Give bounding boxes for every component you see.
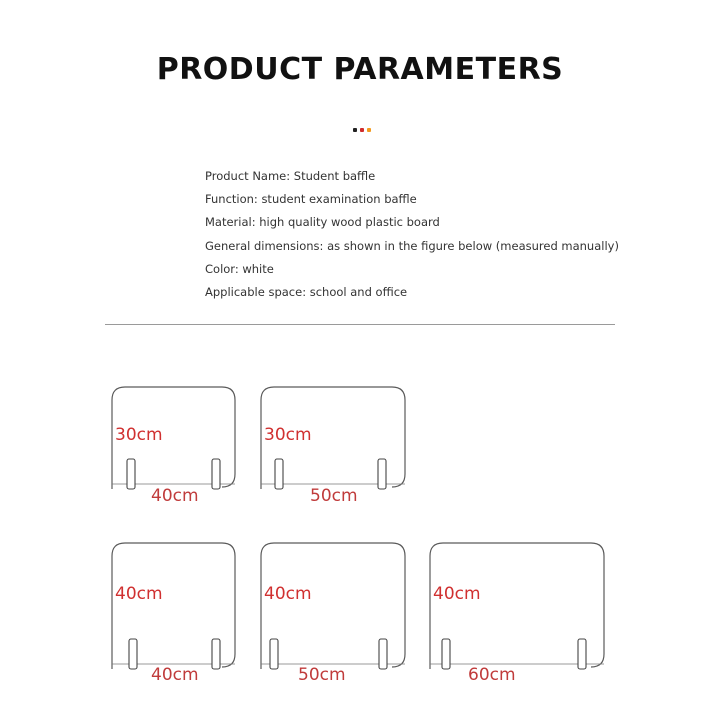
- baffle-diagram-4: [260, 542, 407, 670]
- baffle-1-height: 30cm: [115, 425, 163, 445]
- baffle-5-height: 40cm: [433, 584, 481, 604]
- baffle-5-width: 60cm: [468, 665, 516, 685]
- left-foot-icon: [129, 639, 137, 669]
- baffle-diagram-5: [429, 542, 606, 670]
- spec-function: Function: student examination baffle: [205, 192, 417, 207]
- section-divider: [105, 324, 615, 325]
- baffle-2-width: 50cm: [310, 486, 358, 506]
- right-foot-icon: [212, 459, 220, 489]
- left-foot-icon: [275, 459, 283, 489]
- baffle-4-width: 50cm: [298, 665, 346, 685]
- right-foot-icon: [379, 639, 387, 669]
- dot-orange: [367, 128, 371, 132]
- baffle-outline-5: [429, 542, 606, 670]
- dot-red: [360, 128, 364, 132]
- dot-dark: [353, 128, 357, 132]
- baffle-3-height: 40cm: [115, 584, 163, 604]
- baffle-2-height: 30cm: [264, 425, 312, 445]
- right-foot-icon: [378, 459, 386, 489]
- baffle-outline-4: [260, 542, 407, 670]
- baffle-diagram-3: [111, 542, 237, 670]
- spec-color: Color: white: [205, 261, 274, 276]
- spec-material: Material: high quality wood plastic board: [205, 215, 440, 230]
- left-foot-icon: [127, 459, 135, 489]
- spec-list: [205, 168, 619, 307]
- baffle-outline-3: [111, 542, 237, 670]
- right-foot-icon: [578, 639, 586, 669]
- spec-product-name: Product Name: Student baffle: [205, 169, 376, 183]
- decorative-dots: [353, 128, 373, 132]
- left-foot-icon: [270, 639, 278, 669]
- spec-applicable-space: Applicable space: school and office: [205, 284, 408, 299]
- page-title: PRODUCT PARAMETERS: [156, 52, 564, 87]
- spec-dimensions: General dimensions: as shown in the figure below (measured manually): [205, 238, 619, 253]
- baffle-3-width: 40cm: [151, 665, 199, 685]
- right-foot-icon: [212, 639, 220, 669]
- baffle-4-height: 40cm: [264, 584, 312, 604]
- left-foot-icon: [442, 639, 450, 669]
- baffle-1-width: 40cm: [151, 486, 199, 506]
